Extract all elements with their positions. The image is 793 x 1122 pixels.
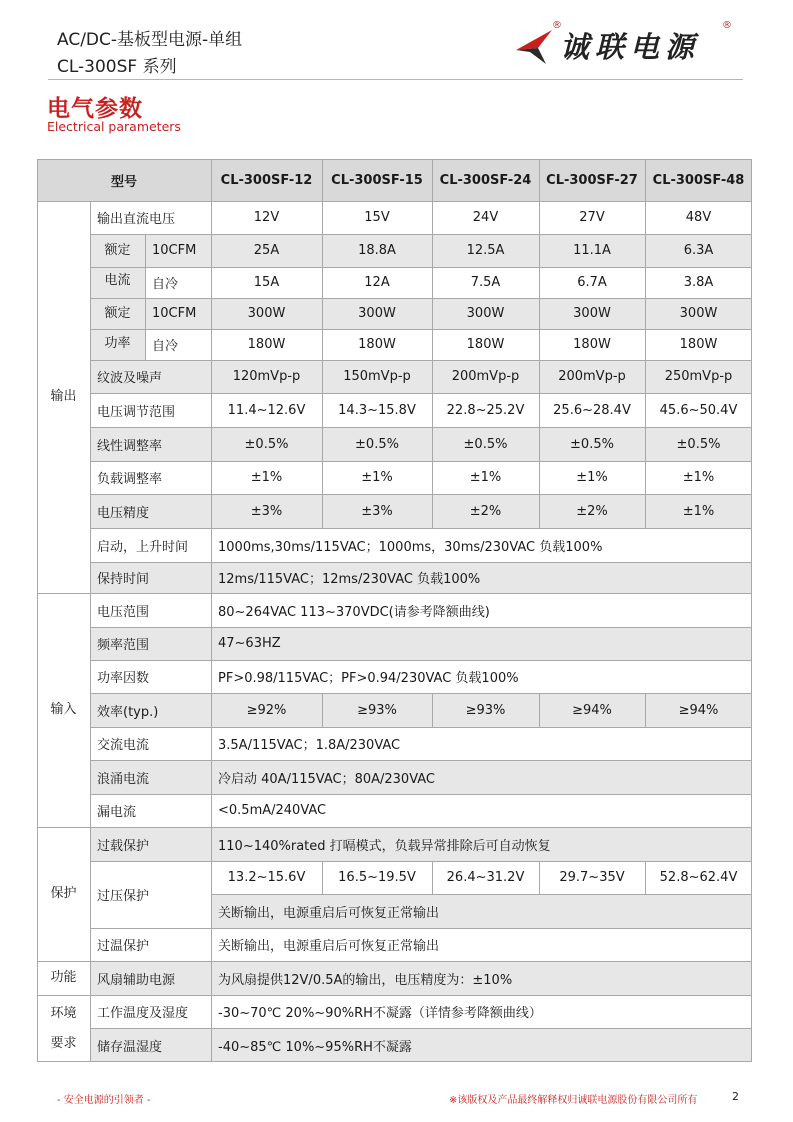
table-rule <box>432 861 433 894</box>
row-label-overload: 过载保护 <box>90 827 211 861</box>
ripple-value: 250mVp-p <box>645 360 752 393</box>
current-cfm-value: 12.5A <box>432 234 539 267</box>
table-rule <box>90 201 91 1062</box>
group-protection <box>37 827 90 961</box>
row-label-inrush-current: 浪涌电流 <box>90 760 211 794</box>
header-divider <box>48 79 743 80</box>
ripple-value: 200mVp-p <box>539 360 645 393</box>
efficiency-value: ≥93% <box>432 693 539 727</box>
rated-current-label <box>90 234 145 298</box>
group-input-line-0: 输入 <box>50 702 77 717</box>
power-natural-value: 180W <box>358 337 396 352</box>
load-regulation-value: ±1% <box>469 470 502 485</box>
group-function <box>37 961 90 995</box>
storage-temp-value: -40~85℃ 10%~95%RH不凝露 <box>211 1028 752 1062</box>
row-label-voltage-accuracy: 电压精度 <box>90 494 211 528</box>
current-natural-value: 12A <box>364 275 390 290</box>
operating-temp-value: -30~70℃ 20%~90%RH不凝露（详情参考降额曲线） <box>218 1006 542 1021</box>
cooling-10cfm: 10CFM <box>145 234 211 267</box>
row-label-input-voltage: 电压范围 <box>97 604 150 620</box>
rise-time-value: 1000ms,30ms/115VAC；1000ms，30ms/230VAC 负载100% <box>218 539 603 555</box>
table-rule <box>37 961 752 962</box>
row-label-rise-time: 启动，上升时间 <box>97 539 189 555</box>
fan-power-value: 为风扇提供12V/0.5A的输出，电压精度为：±10% <box>211 961 752 995</box>
electrical-parameters-table <box>37 159 752 1062</box>
row-label-overtemp: 过温保护 <box>97 939 150 954</box>
logo-mark-icon <box>512 28 558 68</box>
efficiency-value: ≥92% <box>211 693 322 727</box>
line-regulation-value: ±0.5% <box>322 427 432 461</box>
group-environment <box>37 995 90 1062</box>
output-voltage-value: 48V <box>685 210 712 225</box>
current-natural-value: 3.8A <box>683 275 714 290</box>
inrush-current-value: 冷启动 40A/115VAC；80A/230VAC <box>211 760 752 794</box>
voltage-accuracy-value: ±2% <box>539 494 645 528</box>
logo-text: 诚联电源 <box>560 30 701 64</box>
table-rule <box>539 693 540 727</box>
rated-power-label-line-0: 额定 <box>104 306 131 321</box>
efficiency-value: ≥94% <box>645 693 752 727</box>
table-rule <box>90 562 752 563</box>
table-rule <box>37 1061 752 1062</box>
footer-slogan: - 安全电源的引领者 - <box>57 1095 151 1106</box>
table-rule <box>90 727 752 728</box>
table-rule <box>432 693 433 727</box>
current-natural-value: 6.7A <box>577 275 607 290</box>
ripple-value: 200mVp-p <box>432 360 539 393</box>
voltage-adjust-value: 25.6~28.4V <box>553 402 631 418</box>
document-title: AC/DC-基板型电源-单组 <box>57 30 243 50</box>
leakage-current-value: <0.5mA/240VAC <box>218 803 327 818</box>
overvoltage-value: 26.4~31.2V <box>446 870 525 885</box>
table-rule <box>37 159 38 1062</box>
cooling-natural: 自冷 <box>152 339 179 354</box>
row-label-ripple: 纹波及噪声 <box>90 360 211 393</box>
output-voltage-value: 12V <box>253 210 280 225</box>
current-cfm-value: 25A <box>211 234 322 267</box>
table-rule <box>90 360 752 361</box>
table-rule <box>90 461 752 462</box>
rated-power-label-line-1: 功率 <box>104 336 131 351</box>
line-regulation-value: ±0.5% <box>432 427 539 461</box>
current-natural-value: 15A <box>253 275 280 290</box>
group-function-line-0: 功能 <box>50 970 77 985</box>
voltage-accuracy-value: ±2% <box>432 494 539 528</box>
table-rule <box>90 693 752 694</box>
brand-logo <box>512 20 742 70</box>
voltage-adjust-value: 45.6~50.4V <box>659 402 738 418</box>
overload-value: 110~140%rated 打嗝模式，负载异常排除后可自动恢复 <box>211 827 752 861</box>
table-rule <box>90 494 752 495</box>
table-rule <box>90 393 752 394</box>
table-rule <box>37 827 752 828</box>
table-rule <box>90 660 752 661</box>
cooling-10cfm: 10CFM <box>145 298 211 329</box>
table-rule <box>645 693 646 727</box>
table-rule <box>90 528 752 529</box>
logo-reg-mark-right: ® <box>722 20 732 31</box>
table-rule <box>90 298 752 299</box>
cooling-natural: 自冷 <box>152 277 179 292</box>
power-natural-value: 180W <box>247 337 286 352</box>
group-environment-line-0: 环境 <box>50 1005 77 1021</box>
output-voltage-value: 15V <box>364 210 390 225</box>
current-cfm-value: 11.1A <box>539 234 645 267</box>
model-header: 型号 <box>37 159 211 201</box>
row-label-line-regulation: 线性调整率 <box>90 427 211 461</box>
rated-current-label-line-1: 电流 <box>104 273 131 288</box>
current-cfm-value: 6.3A <box>645 234 752 267</box>
voltage-adjust-value: 22.8~25.2V <box>446 402 525 418</box>
load-regulation-value: ±1% <box>576 470 608 485</box>
ripple-value: 120mVp-p <box>211 360 322 393</box>
model-name-0: CL-300SF-12 <box>211 159 322 201</box>
overvoltage-value: 13.2~15.6V <box>227 870 306 885</box>
row-label-fan-power: 风扇辅助电源 <box>90 961 211 995</box>
ripple-value: 150mVp-p <box>322 360 432 393</box>
hold-time-value: 12ms/115VAC；12ms/230VAC 负载100% <box>211 562 752 593</box>
row-label-leakage-current: 漏电流 <box>97 805 137 820</box>
group-output <box>37 201 90 593</box>
model-name-3: CL-300SF-27 <box>539 159 645 201</box>
table-rule <box>322 861 323 894</box>
load-regulation-value: ±1% <box>361 470 393 485</box>
table-rule <box>751 159 752 1062</box>
row-label-operating-temp: 工作温度及湿度 <box>97 1006 189 1021</box>
current-cfm-value: 18.8A <box>322 234 432 267</box>
table-rule <box>90 794 752 795</box>
line-regulation-value: ±0.5% <box>211 427 322 461</box>
table-rule <box>211 159 212 1062</box>
section-subtitle: Electrical parameters <box>47 119 181 134</box>
voltage-adjust-value: 14.3~15.8V <box>338 402 416 418</box>
group-input <box>37 593 90 827</box>
group-output-line-0: 输出 <box>50 389 77 404</box>
group-protection-line-0: 保护 <box>50 886 77 901</box>
power-cfm-value: 300W <box>645 298 752 329</box>
output-voltage-value: 24V <box>472 210 499 225</box>
power-cfm-value: 300W <box>322 298 432 329</box>
table-rule <box>539 159 540 528</box>
table-rule <box>90 760 752 761</box>
table-rule <box>90 267 752 268</box>
line-regulation-value: ±0.5% <box>539 427 645 461</box>
table-rule <box>90 861 752 862</box>
table-rule <box>539 861 540 894</box>
table-rule <box>90 627 752 628</box>
table-rule <box>90 234 752 235</box>
row-label-voltage-adjust: 电压调节范围 <box>97 404 176 420</box>
row-label-overvoltage: 过压保护 <box>97 889 150 904</box>
load-regulation-value: ±1% <box>250 470 283 485</box>
table-rule <box>645 861 646 894</box>
power-natural-value: 180W <box>679 337 718 352</box>
row-label-load-regulation: 负载调整率 <box>97 472 163 487</box>
overvoltage-value: 16.5~19.5V <box>338 870 416 885</box>
model-name-1: CL-300SF-15 <box>322 159 432 201</box>
input-voltage-value: 80~264VAC 113~370VDC(请参考降额曲线) <box>218 604 490 620</box>
table-rule <box>322 159 323 528</box>
row-label-storage-temp: 储存温湿度 <box>90 1028 211 1062</box>
efficiency-value: ≥93% <box>322 693 432 727</box>
current-natural-value: 7.5A <box>470 275 501 290</box>
overvoltage-value: 29.7~35V <box>559 870 625 885</box>
voltage-accuracy-value: ±3% <box>322 494 432 528</box>
row-label-hold-time: 保持时间 <box>90 562 211 593</box>
row-label-ac-current: 交流电流 <box>97 738 150 753</box>
page-number: 2 <box>732 1090 739 1103</box>
row-label-power-factor: 功率因数 <box>97 671 150 686</box>
voltage-accuracy-value: ±1% <box>645 494 752 528</box>
footer-copyright: ※该版权及产品最终解释权归诚联电源股份有限公司所有 <box>449 1095 698 1106</box>
power-cfm-value: 300W <box>432 298 539 329</box>
table-rule <box>145 234 146 360</box>
overvoltage-value: 52.8~62.4V <box>659 870 738 885</box>
power-factor-value: PF>0.98/115VAC；PF>0.94/230VAC 负载100% <box>218 671 519 686</box>
table-rule <box>90 427 752 428</box>
rated-current-label-line-0: 额定 <box>104 243 131 258</box>
row-label-efficiency: 效率(typ.) <box>90 693 211 727</box>
voltage-accuracy-value: ±3% <box>211 494 322 528</box>
table-rule <box>211 894 752 895</box>
table-rule <box>37 593 752 594</box>
table-rule <box>90 928 752 929</box>
power-cfm-value: 300W <box>539 298 645 329</box>
ac-current-value: 3.5A/115VAC；1.8A/230VAC <box>218 738 401 753</box>
power-natural-value: 180W <box>466 337 505 352</box>
table-rule <box>322 693 323 727</box>
row-label-frequency: 频率范围 <box>90 627 211 660</box>
series-name: CL-300SF 系列 <box>57 57 177 77</box>
logo-reg-mark-left: ® <box>552 20 562 31</box>
table-rule <box>432 159 433 528</box>
efficiency-value: ≥94% <box>539 693 645 727</box>
overvoltage-note: 关断输出，电源重启后可恢复正常输出 <box>211 894 752 928</box>
group-environment-line-1: 要求 <box>50 1035 77 1051</box>
table-rule <box>37 995 752 996</box>
frequency-value: 47~63HZ <box>211 627 752 660</box>
model-name-4: CL-300SF-48 <box>645 159 752 201</box>
power-natural-value: 180W <box>573 337 611 352</box>
model-name-2: CL-300SF-24 <box>432 159 539 201</box>
table-rule <box>90 1028 752 1029</box>
section-title: 电气参数 <box>47 96 143 122</box>
power-cfm-value: 300W <box>211 298 322 329</box>
voltage-adjust-value: 11.4~12.6V <box>227 402 306 418</box>
load-regulation-value: ±1% <box>682 470 715 485</box>
line-regulation-value: ±0.5% <box>645 427 752 461</box>
row-label-output-voltage: 输出直流电压 <box>97 212 176 227</box>
table-rule <box>645 159 646 528</box>
output-voltage-value: 27V <box>579 210 605 225</box>
table-rule <box>90 329 752 330</box>
overtemp-value: 关断输出，电源重启后可恢复正常输出 <box>218 939 440 954</box>
